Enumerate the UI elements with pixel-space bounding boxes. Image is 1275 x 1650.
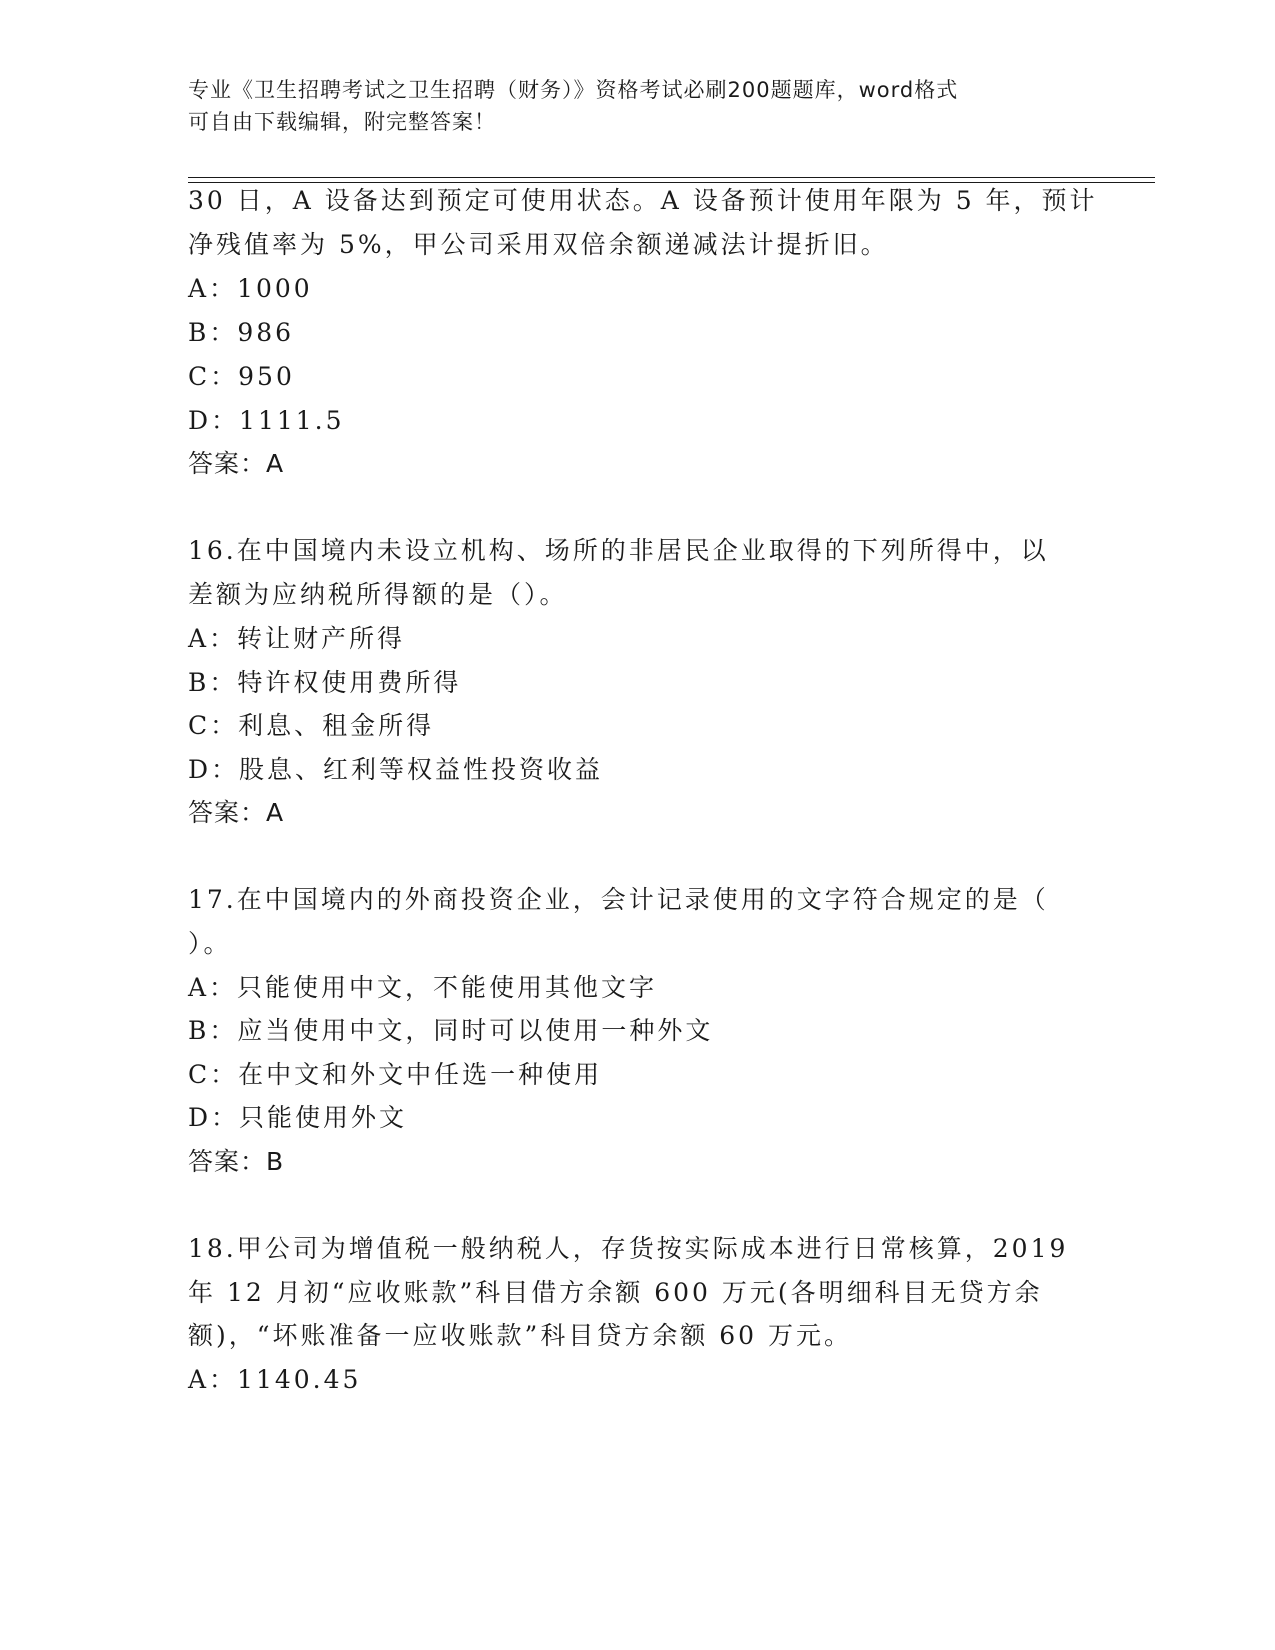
q17-option-a: A：只能使用中文，不能使用其他文字: [188, 973, 658, 1002]
q18-option-a: A：1140.45: [188, 1365, 362, 1394]
q18-text-line-2: 年 12 月初“应收账款”科目借方余额 600 万元(各明细科目无贷方余: [188, 1278, 1043, 1307]
q18-text-line-3: 额)，“坏账准备一应收账款”科目贷方余额 60 万元。: [188, 1321, 853, 1350]
q18-text-line-1: 18.甲公司为增值税一般纳税人，存货按实际成本进行日常核算，2019: [188, 1234, 1069, 1263]
q15-option-d: D：1111.5: [188, 406, 345, 435]
q17-option-c: C：在中文和外文中任选一种使用: [188, 1060, 603, 1089]
q17-answer: 答案：B: [188, 1147, 285, 1176]
q16-option-d: D：股息、红利等权益性投资收益: [188, 755, 604, 784]
q15-answer: 答案：A: [188, 449, 285, 478]
q16-text-line-2: 差额为应纳税所得额的是（）。: [188, 580, 568, 609]
q15-option-c: C：950: [188, 362, 295, 391]
q17-text-line-1: 17.在中国境内的外商投资企业，会计记录使用的文字符合规定的是（: [188, 885, 1049, 914]
document-header: [188, 74, 1088, 138]
q17-option-b: B：应当使用中文，同时可以使用一种外文: [188, 1016, 714, 1045]
header-line-1: 专业《卫生招聘考试之卫生招聘（财务）》资格考试必刷200题题库，word格式: [188, 78, 959, 102]
q16-option-b: B：特许权使用费所得: [188, 668, 462, 697]
q15-text-line-2: 净残值率为 5%，甲公司采用双倍余额递减法计提折旧。: [188, 230, 889, 259]
q17-text-line-2: ）。: [188, 929, 232, 958]
q15-option-b: B：986: [188, 318, 295, 347]
q16-text-line-1: 16.在中国境内未设立机构、场所的非居民企业取得的下列所得中，以: [188, 536, 1049, 565]
header-line-2: 可自由下载编辑，附完整答案！: [188, 110, 496, 134]
q17-option-d: D：只能使用外文: [188, 1103, 408, 1132]
q15-option-a: A：1000: [188, 274, 313, 303]
q16-option-a: A：转让财产所得: [188, 624, 406, 653]
header-divider-bottom: [188, 182, 1155, 183]
header-divider-top: [188, 177, 1155, 178]
q16-option-c: C：利息、租金所得: [188, 711, 435, 740]
q16-answer: 答案：A: [188, 798, 285, 827]
q15-text-line-1: 30 日，A 设备达到预定可使用状态。A 设备预计使用年限为 5 年，预计: [188, 186, 1098, 215]
